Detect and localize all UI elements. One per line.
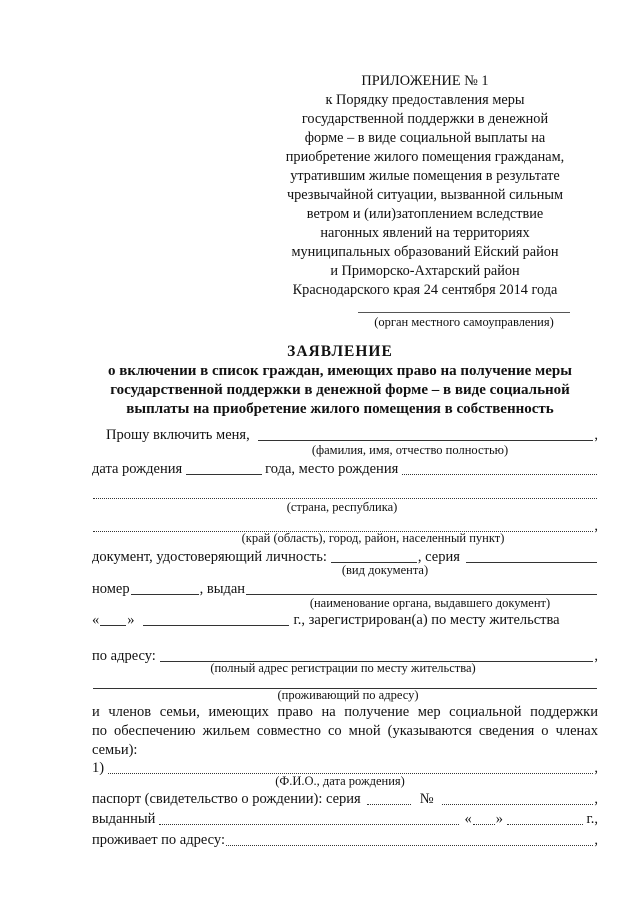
- comma: ,: [594, 648, 598, 664]
- annex-line: к Порядку предоставления меры: [325, 92, 525, 108]
- request-row: [92, 424, 598, 444]
- annex-line: муниципальных образований Ейский район: [291, 244, 559, 260]
- fio-caption: (фамилия, имя, отчество полностью): [311, 443, 509, 457]
- birth-place-field[interactable]: [402, 460, 597, 475]
- family-line: и членов семьи, имеющих право на получение мер социальной поддержки: [92, 704, 598, 720]
- region-caption: (край (область), город, район, населенный пункт): [241, 531, 505, 545]
- annex-line: Краснодарского края 24 сентября 2014 года: [292, 282, 558, 298]
- annex-line: ПРИЛОЖЕНИЕ № 1: [361, 73, 489, 89]
- issued-label: , выдан: [199, 581, 246, 597]
- annex-line: и Приморско-Ахтарский район: [330, 263, 520, 279]
- member-fio-field[interactable]: [108, 759, 593, 774]
- annex-line: форме – в виде социальной выплаты на: [304, 130, 546, 146]
- quote-close: »: [127, 612, 135, 628]
- birth-date-label: дата рождения: [92, 461, 183, 477]
- birth-date-field[interactable]: [186, 460, 262, 475]
- quote-open: «: [464, 811, 472, 827]
- comma: ,: [594, 518, 598, 534]
- comma: ,: [594, 791, 598, 807]
- number-sign: №: [419, 791, 434, 807]
- member-issue-day-field[interactable]: [473, 810, 495, 825]
- request-label: Прошу включить меня,: [106, 427, 250, 443]
- title-line: выплаты на приобретение жилого помещения в собственность: [126, 401, 554, 417]
- annex-line: приобретение жилого помещения гражданам,: [285, 149, 565, 165]
- annex-header: [275, 72, 575, 300]
- issuer-field[interactable]: [246, 580, 597, 595]
- series-label: , серия: [417, 549, 460, 565]
- doc-type-caption: (вид документа): [341, 563, 429, 577]
- issue-date-row: [92, 609, 598, 629]
- registered-label: г., зарегистрирован(а) по месту жительства: [293, 612, 560, 628]
- document-series-field[interactable]: [466, 548, 597, 563]
- number-label: номер: [92, 581, 130, 597]
- issued-by-label: выданный: [92, 811, 156, 827]
- title-heading: ЗАЯВЛЕНИЕ: [287, 343, 393, 360]
- title-line: о включении в список граждан, имеющих право на получение меры: [108, 363, 572, 379]
- member-issue-year-field[interactable]: [507, 810, 584, 825]
- quote-close: »: [495, 811, 503, 827]
- issue-month-year-field[interactable]: [143, 611, 289, 626]
- document-label: документ, удостоверяющий личность:: [92, 549, 327, 565]
- address-label: по адресу:: [92, 648, 156, 664]
- number-row: [92, 578, 598, 598]
- comma: ,: [594, 760, 598, 776]
- document-type-field[interactable]: [331, 548, 417, 563]
- birth-place-label: года, место рождения: [265, 461, 399, 477]
- passport-series-field[interactable]: [367, 790, 411, 805]
- issuer-caption: (наименование органа, выдавшего документ): [309, 596, 551, 610]
- document-number-field[interactable]: [131, 580, 199, 595]
- comma: ,: [594, 427, 598, 443]
- birth-row: [92, 458, 598, 478]
- lives-row: [92, 829, 598, 849]
- document-title: [80, 342, 600, 419]
- annex-line: нагонных явлений на территориях: [320, 225, 530, 241]
- annex-line: ветром и (или)затоплением вследствие: [306, 206, 544, 222]
- passport-row: [92, 788, 598, 808]
- title-line: государственной поддержки в денежной форме – в виде социальной: [110, 382, 570, 398]
- family-line: по обеспечению жильем совместно со мной (указываются сведения о членах: [92, 723, 598, 739]
- annex-line: утратившим жилые помещения в результате: [290, 168, 560, 184]
- country-caption: (страна, республика): [286, 500, 398, 514]
- lives-label: проживает по адресу:: [92, 832, 225, 848]
- country-row: [92, 482, 598, 502]
- issue-day-field[interactable]: [100, 611, 126, 626]
- passport-number-field[interactable]: [442, 790, 594, 805]
- issued-by-row: [92, 808, 598, 828]
- issued-by-field[interactable]: [159, 810, 459, 825]
- family-line: семьи):: [92, 742, 138, 758]
- residing-address-field[interactable]: [93, 674, 597, 689]
- org-caption: (орган местного самоуправления): [374, 315, 554, 329]
- member-caption: (Ф.И.О., дата рождения): [275, 774, 405, 788]
- year-suffix: г.,: [586, 811, 598, 827]
- address-caption: (полный адрес регистрации по месту жительства): [210, 661, 476, 675]
- member-address-field[interactable]: [226, 831, 593, 846]
- residing-caption: (проживающий по адресу): [277, 688, 419, 702]
- member-number: 1): [92, 760, 105, 776]
- registration-address-field[interactable]: [160, 647, 594, 662]
- annex-line: чрезвычайной ситуации, вызванной сильным: [286, 187, 564, 203]
- passport-label: паспорт (свидетельство о рождении): серия: [92, 791, 361, 807]
- country-field[interactable]: [93, 484, 597, 499]
- comma: ,: [594, 832, 598, 848]
- org-name-field[interactable]: [358, 312, 570, 313]
- region-field[interactable]: [93, 517, 593, 532]
- annex-line: государственной поддержки в денежной: [301, 111, 549, 127]
- fio-field[interactable]: [258, 426, 594, 441]
- quote-open: «: [92, 612, 100, 628]
- family-paragraph: [92, 703, 598, 760]
